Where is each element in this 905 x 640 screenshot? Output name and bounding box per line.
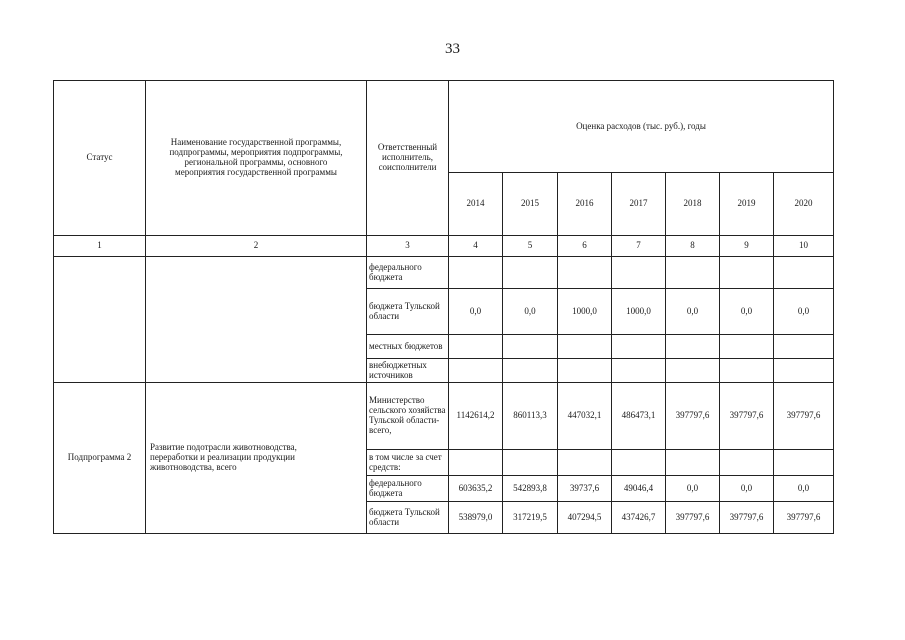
value-cell: 397797,6 xyxy=(666,383,720,450)
value-cell xyxy=(720,450,774,476)
row-label: федерального бюджета xyxy=(367,476,449,502)
value-cell: 603635,2 xyxy=(449,476,503,502)
table-row xyxy=(54,383,834,450)
value-cell xyxy=(449,335,503,359)
subprogram-status: Подпрограмма 2 xyxy=(54,383,146,534)
value-cell: 397797,6 xyxy=(720,502,774,534)
col-number: 4 xyxy=(449,236,503,257)
value-cell: 447032,1 xyxy=(558,383,612,450)
year-2017: 2017 xyxy=(612,173,666,236)
row-label: бюджета Тульской области xyxy=(367,502,449,534)
budget-table xyxy=(53,80,834,534)
value-cell: 397797,6 xyxy=(720,383,774,450)
value-cell xyxy=(720,257,774,289)
value-cell xyxy=(612,335,666,359)
value-cell xyxy=(774,450,834,476)
value-cell xyxy=(449,359,503,383)
row-label: внебюджетных источников xyxy=(367,359,449,383)
table-row xyxy=(54,257,834,289)
row-label: в том числе за счет средств: xyxy=(367,450,449,476)
value-cell xyxy=(503,257,558,289)
value-cell: 0,0 xyxy=(774,476,834,502)
value-cell: 397797,6 xyxy=(774,383,834,450)
value-cell: 0,0 xyxy=(774,289,834,335)
header-estimate: Оценка расходов (тыс. руб.), годы xyxy=(449,81,834,173)
value-cell xyxy=(774,359,834,383)
year-2018: 2018 xyxy=(666,173,720,236)
value-cell: 0,0 xyxy=(720,289,774,335)
value-cell xyxy=(503,450,558,476)
value-cell xyxy=(449,257,503,289)
value-cell xyxy=(612,359,666,383)
value-cell: 0,0 xyxy=(666,289,720,335)
value-cell: 437426,7 xyxy=(612,502,666,534)
value-cell xyxy=(449,450,503,476)
page-number: 33 xyxy=(445,41,460,57)
value-cell xyxy=(503,335,558,359)
col-number: 1 xyxy=(54,236,146,257)
value-cell: 0,0 xyxy=(503,289,558,335)
subprogram-name: Развитие подотрасли животноводства, переработки и реализации продукции животноводства, всего xyxy=(146,383,367,534)
group1-status-cell xyxy=(54,257,146,383)
header-status: Статус xyxy=(54,81,146,236)
col-number: 9 xyxy=(720,236,774,257)
row-label: местных бюджетов xyxy=(367,335,449,359)
year-2019: 2019 xyxy=(720,173,774,236)
value-cell: 0,0 xyxy=(720,476,774,502)
value-cell xyxy=(666,335,720,359)
col-number: 3 xyxy=(367,236,449,257)
value-cell: 39737,6 xyxy=(558,476,612,502)
value-cell xyxy=(774,335,834,359)
value-cell: 1142614,2 xyxy=(449,383,503,450)
header-responsible: Ответственный исполнитель, соисполнители xyxy=(367,81,449,236)
col-number: 5 xyxy=(503,236,558,257)
value-cell xyxy=(612,257,666,289)
value-cell xyxy=(666,450,720,476)
value-cell: 317219,5 xyxy=(503,502,558,534)
value-cell xyxy=(666,257,720,289)
col-number: 6 xyxy=(558,236,612,257)
value-cell: 397797,6 xyxy=(666,502,720,534)
value-cell: 1000,0 xyxy=(558,289,612,335)
value-cell xyxy=(558,359,612,383)
year-2020: 2020 xyxy=(774,173,834,236)
column-number-row xyxy=(54,236,834,257)
value-cell xyxy=(558,450,612,476)
value-cell: 0,0 xyxy=(666,476,720,502)
col-number: 2 xyxy=(146,236,367,257)
value-cell xyxy=(612,450,666,476)
col-number: 10 xyxy=(774,236,834,257)
value-cell xyxy=(720,335,774,359)
row-label: Министерство сельского хозяйства Тульской области- всего, xyxy=(367,383,449,450)
value-cell: 1000,0 xyxy=(612,289,666,335)
value-cell xyxy=(774,257,834,289)
col-number: 7 xyxy=(612,236,666,257)
year-2015: 2015 xyxy=(503,173,558,236)
value-cell: 860113,3 xyxy=(503,383,558,450)
value-cell: 486473,1 xyxy=(612,383,666,450)
group1-name-cell xyxy=(146,257,367,383)
col-number: 8 xyxy=(666,236,720,257)
year-2016: 2016 xyxy=(558,173,612,236)
row-label: федерального бюджета xyxy=(367,257,449,289)
value-cell xyxy=(558,257,612,289)
value-cell xyxy=(720,359,774,383)
value-cell: 49046,4 xyxy=(612,476,666,502)
header-name: Наименование государственной программы, подпрограммы, мероприятия подпрограммы, региональной программы, основного мероприятия государственной программы xyxy=(146,81,367,236)
value-cell xyxy=(558,335,612,359)
year-2014: 2014 xyxy=(449,173,503,236)
value-cell: 407294,5 xyxy=(558,502,612,534)
header-row xyxy=(54,81,834,173)
value-cell: 538979,0 xyxy=(449,502,503,534)
row-label: бюджета Тульской области xyxy=(367,289,449,335)
value-cell: 0,0 xyxy=(449,289,503,335)
value-cell xyxy=(503,359,558,383)
value-cell xyxy=(666,359,720,383)
value-cell: 542893,8 xyxy=(503,476,558,502)
value-cell: 397797,6 xyxy=(774,502,834,534)
